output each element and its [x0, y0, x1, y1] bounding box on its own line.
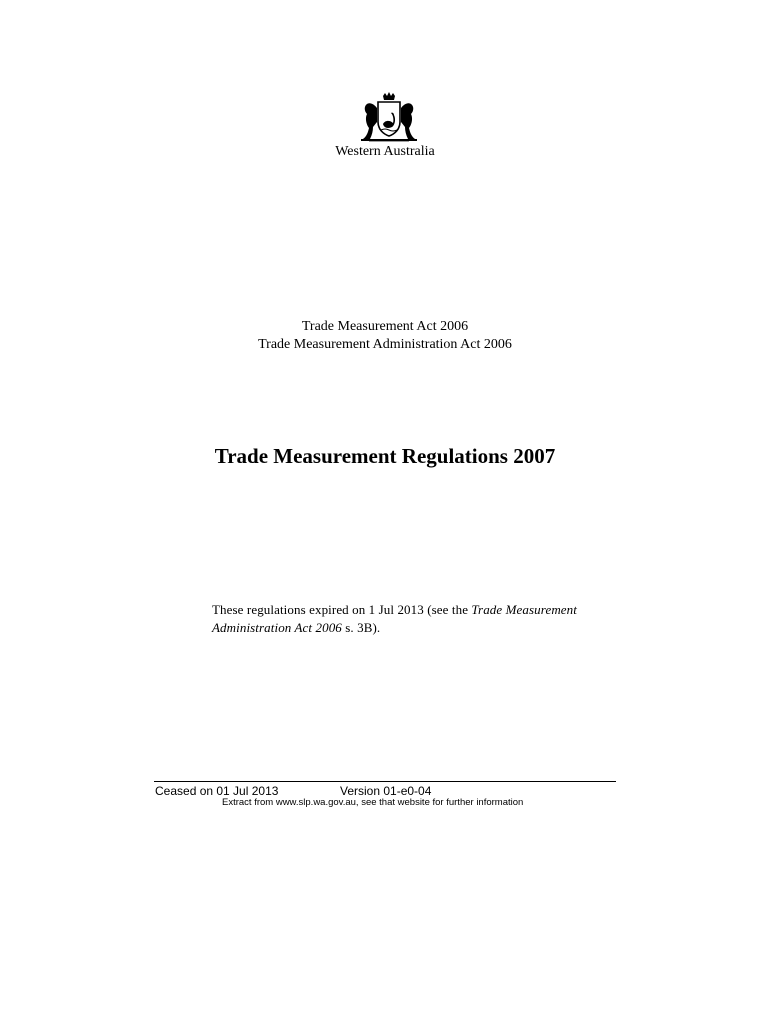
enabling-act: Trade Measurement Administration Act 2006 [258, 337, 512, 352]
expiry-note [212, 601, 632, 637]
ceased-date: Ceased on 01 Jul 2013 [155, 784, 279, 798]
footer-divider [154, 781, 616, 782]
act-name-line2: Administration Act 2006 [212, 620, 342, 635]
expiry-note-suffix: s. 3B). [341, 620, 381, 635]
act-name-line1: Trade Measurement [471, 602, 577, 617]
expiry-note-prefix: These regulations expired on 1 Jul 2013 (see the [212, 602, 472, 617]
enabling-acts [0, 318, 770, 354]
jurisdiction-name: Western Australia [335, 144, 435, 159]
coat-of-arms-icon [355, 92, 423, 144]
footer-status [155, 784, 432, 798]
enabling-act: Trade Measurement Act 2006 [301, 319, 469, 334]
footer-source-note: Extract from www.slp.wa.gov.au, see that website for further information [222, 797, 524, 808]
regulations-title: Trade Measurement Regulations 2007 [214, 444, 556, 468]
version-number: Version 01-e0-04 [340, 784, 432, 798]
